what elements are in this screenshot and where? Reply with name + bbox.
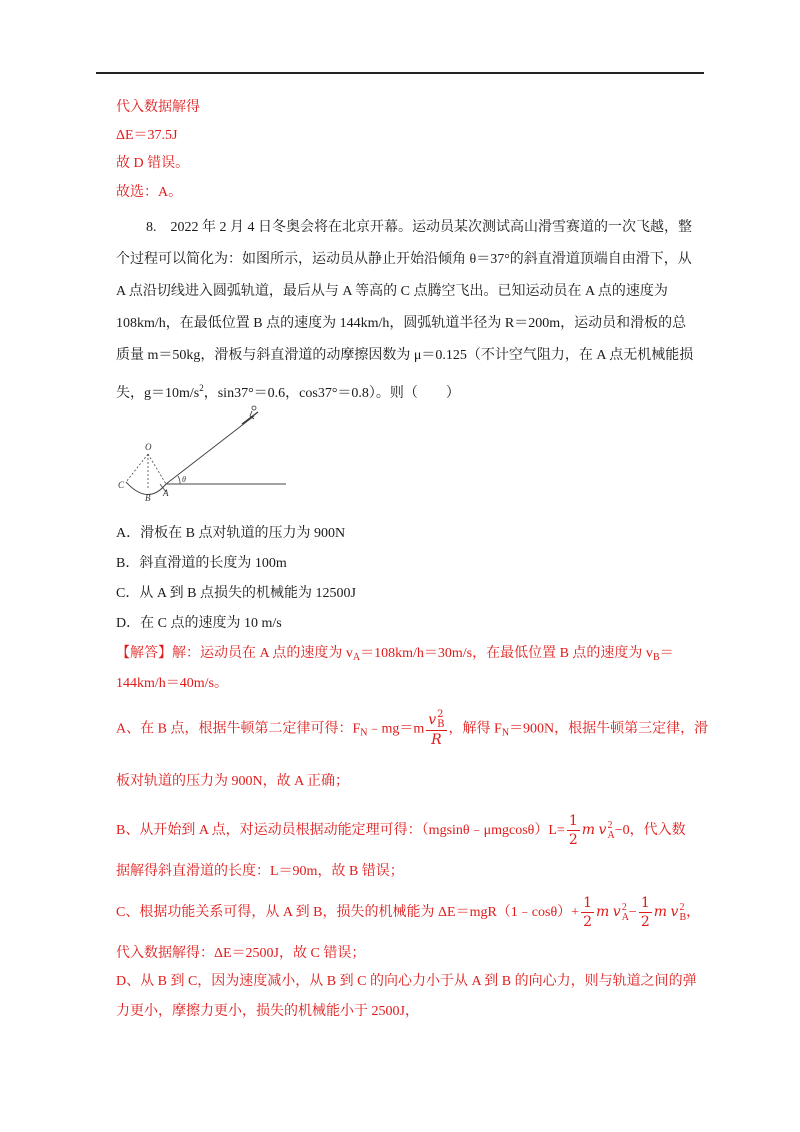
answer-line-1: 【解答】解：运动员在 A 点的速度为 $v_A=108km/h=30m/s$，在最低位置 B 点的速度为 $v_B=$ <box>116 646 674 663</box>
question-line: 质量 m＝50kg，滑板与斜直滑道的动摩擦因数为 μ＝0.125（不计空气阻力，在 A 点无机械能损 <box>116 348 694 363</box>
skier-icon <box>242 406 258 424</box>
label-c: C <box>118 480 125 490</box>
label-o: O <box>145 442 152 452</box>
question-line: 108km/h，在最低位置 B 点的速度为 144km/h，圆弧轨道半径为 R＝200m，运动员和滑板的总 <box>116 316 687 331</box>
fraction-half: $\frac{1}{2}$ <box>568 813 578 849</box>
fraction-vb2-over-r: v 2 B R <box>428 709 445 748</box>
fraction-half: $\frac{1}{2}$ <box>583 895 592 931</box>
answer-c-line: C、根据功能关系可得，从 A 到 B，损失的机械能为 ΔE＝mgR（1﹣cosθ）+ $\frac{1}{2}$ m v 2 A − $\frac{1}{2}$ m v 2 B ， <box>116 895 701 931</box>
label-b: B <box>145 493 151 502</box>
question-line: 8. 2022 年 2 月 4 日冬奥会将在北京开幕。运动员某次测试高山滑雪赛道的一次飞越，整 <box>146 220 692 235</box>
prev-line-3: 故 D 错误。 <box>116 156 190 171</box>
label-theta: θ <box>182 475 186 484</box>
question-line: 失，$g=10m/s^2$，sin37°＝0.6，cos37°＝0.8）。则（ ） <box>116 383 460 401</box>
answer-a-line: A、在 B 点，根据牛顿第二定律可得：$F_N﹣mg=m$ v 2 B R ，解得 $F_N=900N$，根据牛顿第三定律，滑 <box>116 709 709 748</box>
answer-d-line-2: 力更小，摩擦力更小，损失的机械能小于 2500J， <box>116 1004 419 1019</box>
answer-a-line-2: 板对轨道的压力为 900N，故 A 正确； <box>116 774 349 789</box>
option-b: B．斜直滑道的长度为 100m <box>116 556 287 571</box>
option-a: A．滑板在 B 点对轨道的压力为 900N <box>116 526 346 541</box>
question-line: A 点沿切线进入圆弧轨道，最后从与 A 等高的 C 点腾空飞出。已知运动员在 A 点的速度为 <box>116 284 668 299</box>
question-line: 个过程可以简化为：如图所示，运动员从静止开始沿倾角 θ＝37°的斜直滑道顶端自由滑下，从 <box>116 252 692 267</box>
answer-d-line: D、从 B 到 C，因为速度减小，从 B 到 C 的向心力小于从 A 到 B 的向心力，则与轨道之间的弹 <box>116 974 697 989</box>
answer-line-2: 144km/h＝40m/s。 <box>116 676 229 691</box>
fraction-half: $\frac{1}{2}$ <box>640 895 650 931</box>
prev-line-2: ΔE＝37.5J <box>116 128 178 143</box>
prev-line-1: 代入数据解得 <box>116 100 200 115</box>
option-d: D．在 C 点的速度为 10 m/s <box>116 616 282 631</box>
answer-tag: 【解答】 <box>116 646 172 661</box>
answer-b-line: B、从开始到 A 点，对运动员根据动能定理可得：（mgsinθ﹣μmgcosθ）L= $\frac{1}{2}$ m v 2 A −0，代入数 <box>116 813 686 849</box>
answer-c-line-2: 代入数据解得：ΔE＝2500J，故 C 错误； <box>116 946 366 961</box>
label-a: A <box>163 488 169 498</box>
track-diagram <box>114 402 294 502</box>
option-c: C．从 A 到 B 点损失的机械能为 12500J <box>116 586 356 601</box>
header-rule <box>96 72 704 74</box>
answer-b-line-2: 据解得斜直滑道的长度：L＝90m，故 B 错误； <box>116 864 404 879</box>
prev-line-4: 故选：A。 <box>116 185 183 200</box>
